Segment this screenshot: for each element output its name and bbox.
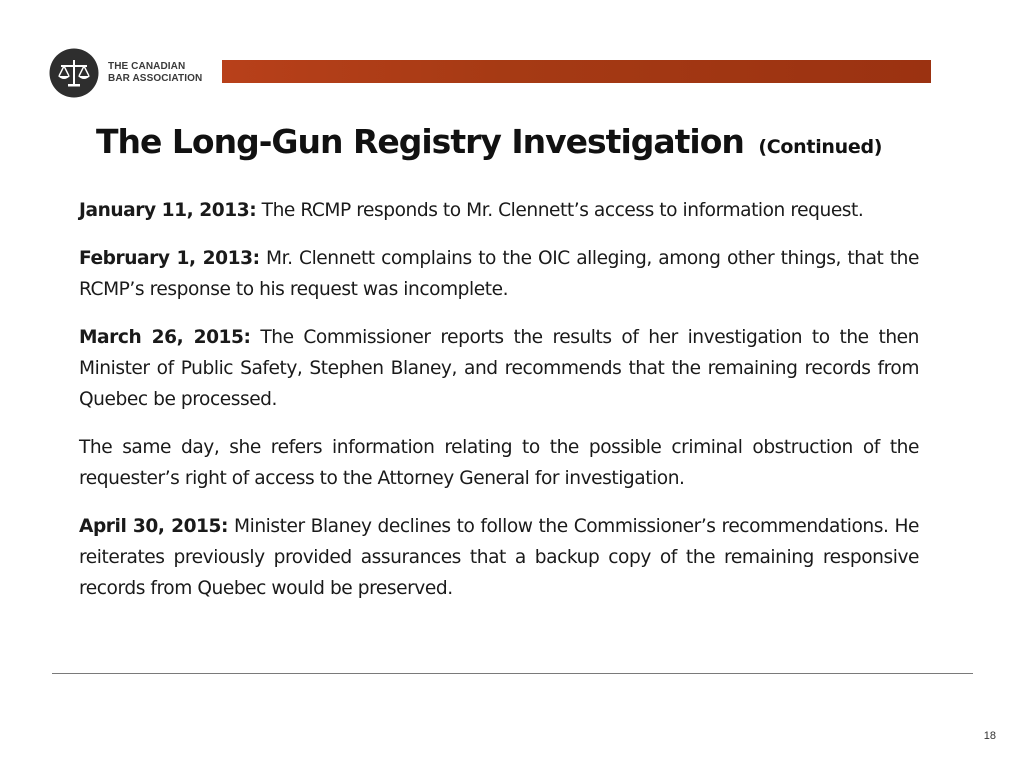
- timeline-paragraph: [79, 243, 919, 305]
- slide-subtitle: (Continued): [758, 136, 883, 158]
- timeline-text: Mr. Clennett complains to the OIC alleging, among other things, that the RCMP’s response to his request was incomplete.: [79, 248, 919, 300]
- timeline-paragraph: [79, 432, 919, 494]
- timeline-text: The RCMP responds to Mr. Clennett’s access to information request.: [256, 200, 864, 221]
- timeline-paragraph: [79, 322, 919, 415]
- timeline-date: March 26, 2015:: [79, 327, 251, 348]
- timeline-paragraph: [79, 195, 919, 226]
- logo-wordmark: [108, 61, 202, 85]
- header-accent-bar: [222, 60, 931, 83]
- slide-title: [96, 117, 976, 172]
- logo-line-2: BAR ASSOCIATION: [108, 73, 203, 84]
- page-number: 18: [983, 730, 996, 742]
- timeline-paragraph: [79, 511, 919, 604]
- timeline-text: Minister Blaney declines to follow the Commissioner’s recommendations. He reiterates previously provided assurances that a backup copy of the remaining responsive records from Quebec would be preserved.: [79, 516, 919, 599]
- timeline-date: April 30, 2015:: [79, 516, 229, 537]
- timeline-date: February 1, 2013:: [79, 248, 260, 269]
- scales-of-justice-icon: [49, 48, 99, 98]
- footer-divider: [52, 673, 973, 674]
- slide-title-text: The Long-Gun Registry Investigation: [96, 122, 744, 161]
- timeline-text: The same day, she refers information relating to the possible criminal obstruction of the requester’s right of access to the Attorney General for investigation.: [79, 437, 919, 489]
- slide-body: [79, 195, 919, 621]
- timeline-date: January 11, 2013:: [79, 200, 257, 221]
- timeline-text: The Commissioner reports the results of her investigation to the then Minister of Public Safety, Stephen Blaney, and recommends that the remaining records from Quebec be processed.: [79, 327, 919, 410]
- logo-line-1: THE CANADIAN: [108, 61, 186, 72]
- cba-logo: [49, 48, 202, 98]
